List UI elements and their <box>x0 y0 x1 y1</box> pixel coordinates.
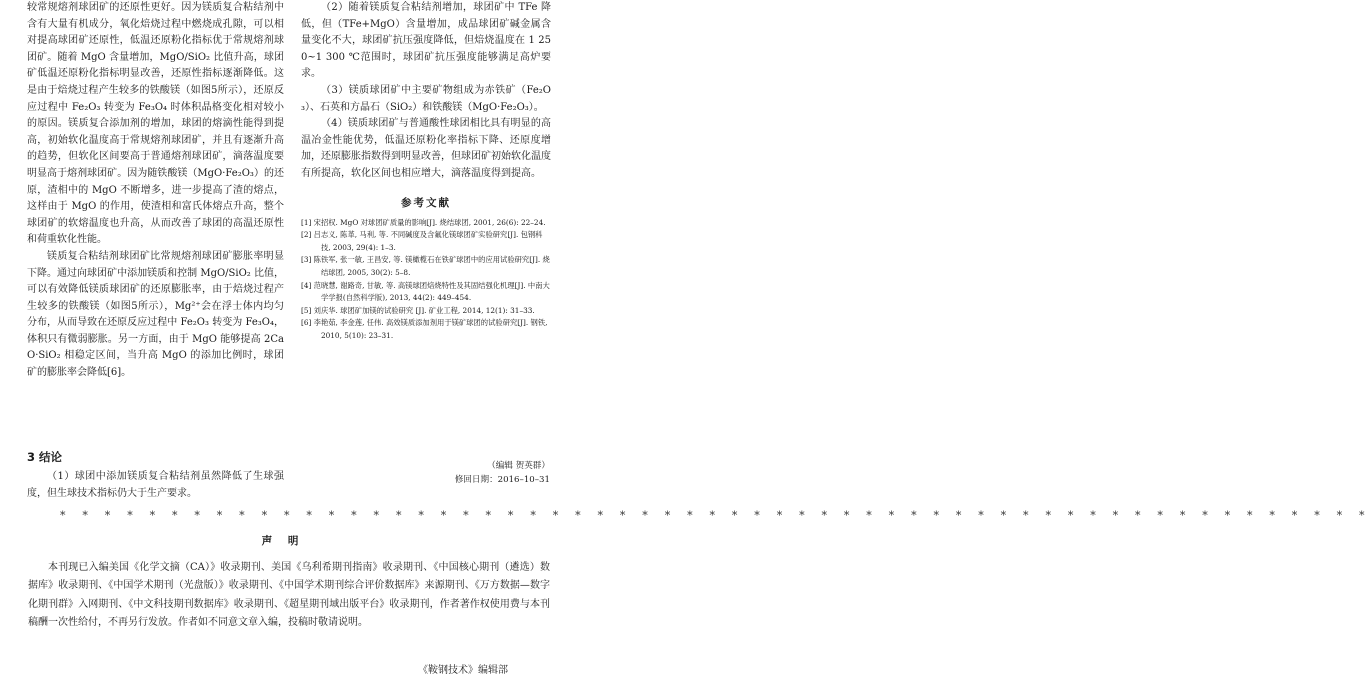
statement-text: 本刊现已入编美国《化学文摘（CA）》收录期刊、美国《乌利希期刊指南》收录期刊、《中国核心期刊（遴选）数据库》收录期刊、《中国学术期刊（光盘版）》收录期刊、《中国学术期刊综合评价数据库》来源期刊、《万方数据—数字化期刊群》入网期刊、《中文科技期刊数据库》收录期刊、《超星期刊域出版平台》收录期刊，作者著作权使用费与本刊稿酬一次性给付，不再另行发放。作者如不同意文章入编，投稿时敬请说明。 <box>28 562 550 629</box>
body-paragraph: （2）随着镁质复合粘结剂增加，球团矿中 TFe 降低，但（TFe+MgO）含量增加，成品球团矿碱金属含量变化不大，球团矿抗压强度降低，但焙烧温度在 1 250~1 300 ℃范围时，球团矿抗压强度能够满足高炉要求。 <box>301 2 551 80</box>
statement-signature: 《鞍钢技术》编辑部 <box>418 665 508 676</box>
body-paragraph: （1）球团中添加镁质复合粘结剂虽然降低了生球强度，但生球技术指标仍大于生产要求。 <box>27 471 284 499</box>
reference-item: [6] 李艳茹, 李金莲, 任伟. 高效镁质添加剂用于镁矿球团的试验研究[J]. 钢铁, 2010, 5(10): 23–31. <box>301 318 548 340</box>
revision-date: 修回日期：2016–10–31 <box>454 475 550 485</box>
left-column <box>27 0 284 382</box>
body-paragraph: （4）镁质球团矿与普通酸性球团相比具有明显的高温冶金性能优势，低温还原粉化率指标下降、还原度增加，还原膨胀指数得到明显改善，但球团矿初始软化温度有所提高，软化区间也相应增大，滴落温度得到提高。 <box>301 118 551 179</box>
conclusion-section <box>27 449 284 502</box>
asterisk-divider: * * * * * * * * * * * * * * * * * * * * * * * * * * * * * * * * * * * * * * * * * * * * * * * * * * * * * * * * * * * <box>60 509 1371 522</box>
references-title: 参考文献 <box>401 196 451 209</box>
body-paragraph: 镁质复合粘结剂球团矿比常规熔剂球团矿膨胀率明显下降。通过向球团矿中添加镁质和控制 MgO/SiO₂ 比值，可以有效降低镁质球团矿的还原膨胀率，由于焙烧过程产生较多的铁酸镁（如图5所示），Mg²⁺会在浮士体内均匀分布，从而导致在还原反应过程中 Fe₂O₃ 转变为 Fe₃O₄，体积只有微弱膨胀。另一方面，由于 MgO 能够提高 2CaO·SiO₂ 相稳定区间，当升高 MgO 的添加比例时，球团矿的膨胀率会降低[6]。 <box>27 250 284 379</box>
editor-name: （编辑 贺英群） <box>487 461 550 471</box>
reference-item: [2] 吕志义, 陈革, 马利, 等. 不同碱度及含氟化镁球团矿实验研究[J]. 包钢科技, 2003, 29(4): 1–3. <box>301 230 543 252</box>
editor-info <box>430 459 550 487</box>
reference-item: [4] 范晓慧, 谢路奇, 甘敏, 等. 高镁球团焙烧特性及其固结强化机理[J]. 中南大学学报(自然科学版), 2013, 44(2): 449–454. <box>301 280 550 303</box>
right-column <box>301 0 551 342</box>
statement-title: 声 明 <box>261 535 305 547</box>
section-heading: 3 结论 <box>27 450 63 464</box>
body-paragraph: 较常规熔剂球团矿的还原性更好。因为镁质复合粘结剂中含有大量有机成分，氧化焙烧过程中燃烧成孔隙，可以相对提高球团矿还原性，低温还原粉化指标优于常规熔剂球团矿。随着 MgO 含量增加，MgO/SiO₂ 比值升高，球团矿低温还原粉化指标明显改善，还原性指标逐渐降低。这是由于焙烧过程产生较多的铁酸镁（如图5所示），还原反应过程中 Fe₂O₃ 转变为 Fe₃O₄ 时体积晶格变化相对较小的原因。镁质复合添加剂的增加，球团的熔滴性能得到提高，初始软化温度高于常规熔剂球团矿，并且有逐渐升高的趋势，但软化区间要高于普通熔剂球团矿，滴落温度要明显高于熔剂球团矿。因为随铁酸镁（MgO·Fe₂O₃）的还原，渣相中的 MgO 不断增多，进一步提高了渣的熔点，这样由于 MgO 的作用，使渣相和富氏体熔点升高，整个球团矿的软熔温度也升高，从而改善了球团的高温还原性和荷重软化性能。 <box>27 2 284 246</box>
reference-item: [3] 陈铁军, 张一敏, 王昌安, 等. 镁橄榄石在铁矿球团中的应用试验研究[J]. 烧结球团, 2005, 30(2): 5–8. <box>301 255 550 277</box>
reference-item: [1] 宋招权. MgO 对球团矿质量的影响[J]. 烧结球团, 2001, 26(6): 22–24. <box>301 217 546 227</box>
body-paragraph: （3）镁质球团矿中主要矿物组成为赤铁矿（Fe₂O₃）、石英和方晶石（SiO₂）和铁酸镁（MgO·Fe₂O₃）。 <box>301 84 551 113</box>
reference-list <box>301 217 551 343</box>
reference-item: [5] 刘庆华. 球团矿加镁的试验研究 [J]. 矿业工程, 2014, 12(1): 31–33. <box>301 305 535 315</box>
